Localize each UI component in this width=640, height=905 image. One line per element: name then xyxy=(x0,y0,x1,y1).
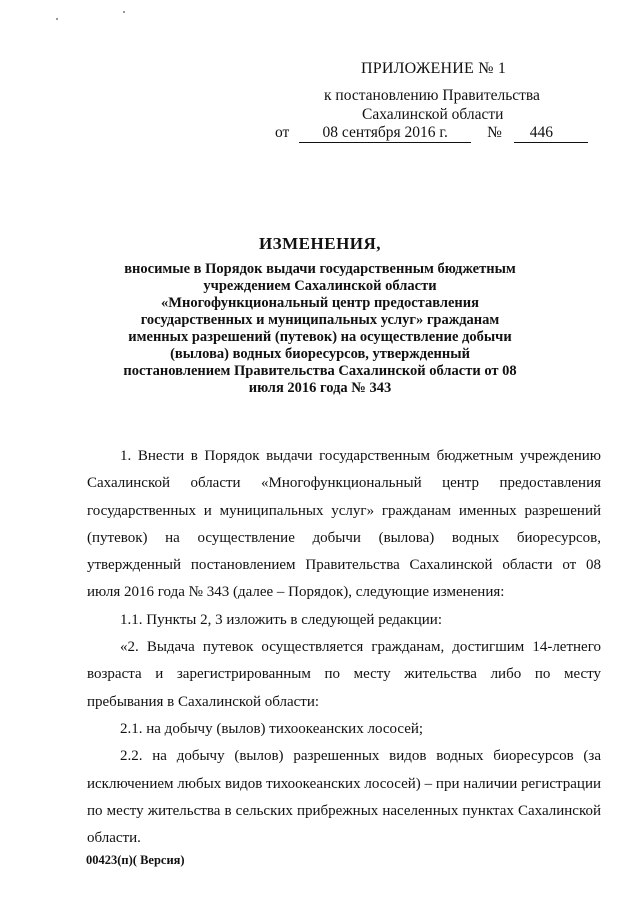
paragraph: 2.2. на добычу (вылов) разрешенных видов водных биоресурсов (за исключением любых видов тихоокеанских лососей) – при наличии регистрации по месту жительства в сельских прибрежных населенных пунктах Сахалинской области. xyxy=(87,748,601,847)
number-value: 446 xyxy=(514,124,588,143)
scan-speck xyxy=(56,18,58,20)
appendix-line-2: Сахалинской области xyxy=(362,106,504,123)
document-subheading: вносимые в Порядок выдачи государственным бюджетным учреждением Сахалинской области «Многофункциональный центр предоставления государственных и муниципальных услуг» гражданам именных разрешений (путевок) на осуществление добычи (вылова) водных биоресурсов, утвержденный постановлением Правительства Сахалинской области от 08 июля 2016 года № 343 xyxy=(123,261,517,396)
date-label: от xyxy=(275,124,290,141)
paragraph: 1.1. Пункты 2, 3 изложить в следующей редакции: xyxy=(120,611,442,628)
paragraph: 1. Внести в Порядок выдачи государственным бюджетным учреждению Сахалинской области «Многофункциональный центр предоставления государственных и муниципальных услуг» гражданам именных разрешений (путевок) на осуществление добычи (вылова) водных биоресурсов, утвержденный постановлением Правительства Сахалинской области от 08 июля 2016 года № 343 (далее – Порядок), следующие изменения: xyxy=(87,448,601,601)
appendix-date-line xyxy=(275,124,588,143)
document-footer-code: 00423(п)( Версия) xyxy=(86,853,185,867)
paragraph: «2. Выдача путевок осуществляется гражданам, достигшим 14-летнего возраста и зарегистрированным по месту жительства либо по месту пребывания в Сахалинской области: xyxy=(87,639,601,710)
number-label: № xyxy=(487,124,502,141)
date-value: 08 сентября 2016 г. xyxy=(299,124,471,143)
document-body xyxy=(87,443,601,852)
paragraph: 2.1. на добычу (вылов) тихоокеанских лососей; xyxy=(120,720,424,737)
appendix-title: ПРИЛОЖЕНИЕ № 1 xyxy=(361,60,507,77)
document-heading: ИЗМЕНЕНИЯ, xyxy=(258,234,382,253)
scan-speck xyxy=(123,11,125,13)
appendix-line-1: к постановлению Правительства xyxy=(324,87,540,104)
